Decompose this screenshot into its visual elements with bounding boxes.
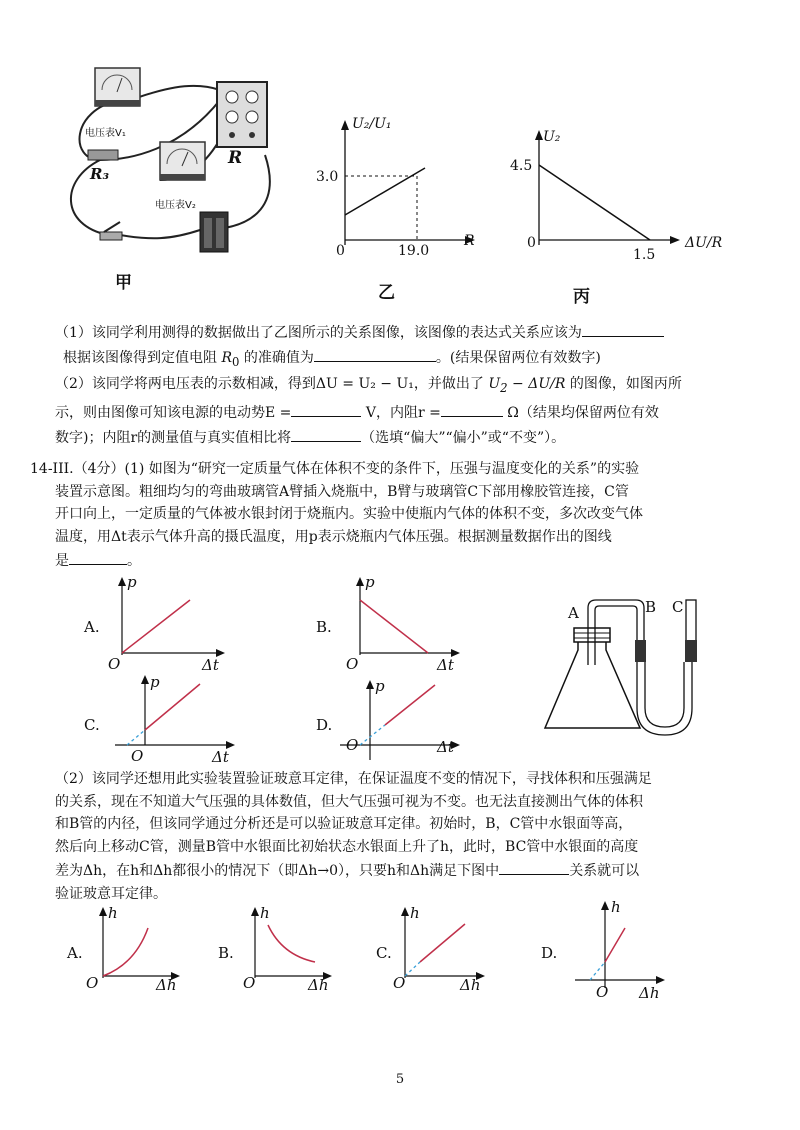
q2-line2b: V，内阻r = (365, 404, 441, 421)
option2-d-x: Δh (639, 984, 660, 1002)
apparatus-c-label: C (672, 598, 684, 616)
q1-line1: （1）该同学利用测得的数据做出了乙图所示的关系图像，该图像的表达式关系应该为 (55, 325, 582, 341)
option-d-y: p (375, 677, 385, 695)
q14-l5: 是 (55, 553, 69, 569)
q1-line2b: 的准确值为 (243, 349, 314, 366)
q14-2-l6: 验证玻意耳定律。 (55, 885, 167, 902)
yi-origin: 0 (336, 243, 345, 259)
option-c-y: p (150, 673, 160, 691)
option2-c-y: h (410, 904, 420, 922)
option-d-origin: O (346, 736, 359, 754)
q14-2-l5a: 差为Δh，在h和Δh都很小的情况下（即Δh→0），只要h和Δh满足下图中 (55, 863, 500, 879)
voltmeter-v2 (160, 142, 205, 180)
option2-b-y: h (260, 904, 270, 922)
q2-line1a: （2）该同学将两电压表的示数相减，得到ΔU = U₂ − U₁，并做出了 (55, 376, 484, 392)
resistor-r3 (88, 150, 118, 160)
circuit-figure-jia (60, 60, 285, 260)
option2-b-origin: O (243, 974, 256, 992)
graph-yi (320, 110, 480, 260)
option-c-label[interactable]: C. (84, 716, 100, 734)
q2-line2a: 示，则由图像可知该电源的电动势E = (55, 404, 292, 421)
option-a-x: Δt (202, 656, 219, 674)
option2-a-label[interactable]: A. (67, 944, 83, 962)
q14-l4: 温度，用Δt表示气体升高的摄氏温度，用p表示烧瓶内气体压强。根据测量数据作出的图线 (55, 528, 612, 545)
yi-x-mark: 19.0 (398, 243, 430, 259)
switch (100, 222, 122, 240)
q14-answer-blank-2[interactable] (499, 858, 569, 875)
q2-formula: $U_2 - \Delta U/R$ (488, 376, 566, 395)
q1-line2a: 根据该图像得到定值电阻 (63, 349, 217, 366)
option2-c-origin: O (393, 974, 406, 992)
option2-c-label[interactable]: C. (376, 944, 392, 962)
q14-2-l2: 的关系，现在不知道大气压强的具体数值，但大气压强可视为不变。也无法直接测出气体的体积 (55, 793, 643, 810)
option-d-x: Δt (437, 738, 454, 756)
v2-label: 电压表V₂ (155, 200, 196, 211)
apparatus-b-label: B (645, 598, 657, 616)
q14-answer-blank-1[interactable] (69, 548, 127, 565)
question-1: （1）该同学利用测得的数据做出了乙图所示的关系图像，该图像的表达式关系应该为 根据该图像得到定值电阻 $R_0$ 的准确值为 。(结果保留两位有效数字) (55, 320, 755, 373)
option2-c-x: Δh (460, 976, 481, 994)
bing-x-mark: 1.5 (633, 247, 656, 263)
figure-label-jia: 甲 (115, 273, 132, 293)
yi-y-axis-label: U₂/U₁ (352, 116, 392, 132)
option2-a-origin: O (86, 974, 99, 992)
q2-answer-emf[interactable] (291, 400, 361, 417)
q14-l1: 14-III.（4分）(1) 如图为“研究一定质量气体在体积不变的条件下，压强与温度变化的关系”的实验 (30, 461, 640, 477)
option2-d-origin: O (596, 983, 609, 1001)
v1-label: 电压表V₁ (85, 128, 126, 139)
option-c-x: Δt (212, 748, 229, 766)
question-14-iii-1: 14-III.（4分）(1) 如图为“研究一定质量气体在体积不变的条件下，压强与温度变化的关系”的实验 装置示意图。粗细均匀的弯曲玻璃管A臂插入烧瓶中，B臂与玻璃管C下部用橡胶管连接，C管 开口向上，一定质量的气体被水银封闭于烧瓶内。实验中使瓶内气体的体积不变，多次改变气体 温度，用Δt表示气体升高的摄氏温度，用p表示烧瓶内气体压强。根据测量数据作出的图线 是 。 (30, 458, 770, 573)
apparatus-a-label: A (568, 604, 579, 622)
resistance-box-r (217, 82, 267, 147)
q1-answer-blank-1[interactable] (582, 320, 664, 337)
q14-2-l5b: 关系就可以 (569, 863, 640, 879)
yi-y-mark: 3.0 (316, 169, 339, 185)
option-b-label[interactable]: B. (316, 618, 332, 636)
q2-line3b: （选填“偏大”“偏小”或“不变”）。 (361, 429, 566, 446)
option-d-label[interactable]: D. (316, 716, 333, 734)
voltmeter-v1 (95, 68, 140, 106)
bing-y-mark: 4.5 (510, 158, 533, 174)
q1-answer-blank-2[interactable] (314, 345, 436, 362)
option2-d-label[interactable]: D. (541, 944, 558, 962)
option2-a-x: Δh (156, 976, 177, 994)
r3-label: R₃ (90, 165, 110, 183)
option-a-y: p (127, 573, 137, 591)
bing-origin: 0 (527, 235, 536, 251)
q2-line1b: 的图像，如图丙所 (569, 376, 682, 392)
option-b-y: p (365, 573, 375, 591)
bing-x-axis-label: ΔU/R (685, 235, 723, 251)
battery (200, 212, 228, 252)
option-b-origin: O (346, 655, 359, 673)
figure-label-bing: 丙 (573, 287, 590, 307)
option2-a-y: h (108, 904, 118, 922)
option-a-origin: O (108, 655, 121, 673)
q14-2-l3: 和B管的内径，但该同学通过分析还是可以验证玻意耳定律。初始时，B，C管中水银面等高， (55, 816, 633, 832)
option2-b-x: Δh (308, 976, 329, 994)
q1-line2c: 。(结果保留两位有效数字) (435, 349, 601, 366)
apparatus-diagram (540, 590, 720, 740)
q2-answer-r[interactable] (441, 400, 503, 417)
yi-x-axis-label: R (464, 233, 475, 249)
q2-line2c: Ω（结果均保留两位有效 (507, 404, 659, 421)
question-2 (55, 372, 755, 450)
option2-b-label[interactable]: B. (218, 944, 234, 962)
page-number: 5 (395, 1072, 405, 1087)
r-label: R (228, 148, 243, 168)
q14-2-l1: （2）该同学还想用此实验装置验证玻意耳定律，在保证温度不变的情况下，寻找体积和压强满足 (55, 771, 652, 787)
option2-d-y: h (611, 898, 621, 916)
bing-y-axis-label: U₂ (543, 129, 561, 145)
q2-answer-compare[interactable] (291, 425, 361, 442)
q2-line3a: 数字)；内阻r的测量值与真实值相比将 (55, 429, 292, 446)
question-14-iii-2 (55, 768, 775, 905)
q14-l2: 装置示意图。粗细均匀的弯曲玻璃管A臂插入烧瓶中，B臂与玻璃管C下部用橡胶管连接，C管 (55, 483, 629, 500)
figure-label-yi: 乙 (378, 283, 395, 303)
option-c-origin: O (131, 747, 144, 765)
option-c-graph (115, 675, 235, 749)
q14-2-l4: 然后向上移动C管，测量B管中水银面比初始状态水银面上升了h，此时，BC管中水银面的高度 (55, 838, 639, 855)
graph-bing (510, 125, 700, 255)
q14-l3: 开口向上，一定质量的气体被水银封闭于烧瓶内。实验中使瓶内气体的体积不变，多次改变气体 (55, 506, 643, 522)
option-a-label[interactable]: A. (84, 618, 100, 636)
option-b-x: Δt (437, 656, 454, 674)
